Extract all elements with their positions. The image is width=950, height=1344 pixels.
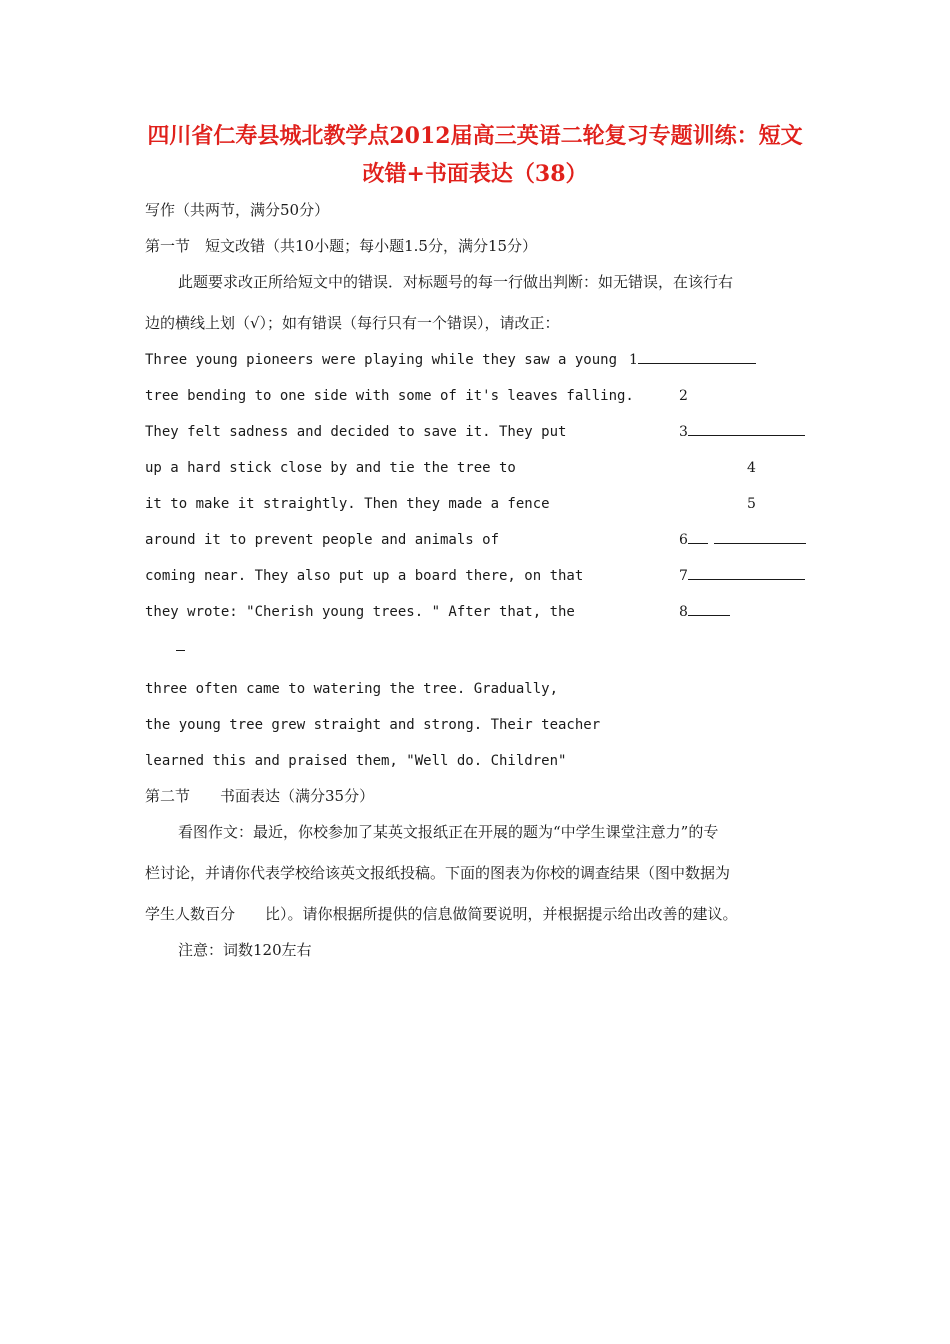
answer-item-2: 2: [679, 388, 688, 404]
passage-line-11: learned this and praised them, "Well do. Children": [145, 753, 567, 769]
writing-header: 写作（共两节，满分50分）: [145, 201, 330, 219]
passage-line-9: three often came to watering the tree. Gradually,: [145, 681, 559, 697]
passage-line-7: coming near. They also put up a board there, on that: [145, 568, 584, 584]
answer-item-3: 3: [679, 421, 805, 443]
answer-blank-6b[interactable]: [714, 529, 806, 544]
answer-item-8: 8: [679, 601, 730, 623]
section2-paragraph-line-2: 栏讨论，并请你代表学校给该英文报纸投稿。下面的图表为你校的调查结果（图中数据为: [145, 864, 731, 882]
answer-blank-8[interactable]: [688, 601, 730, 616]
section1-heading: 第一节 短文改错（共10小题；每小题1.5分，满分15分）: [145, 237, 538, 255]
answer-item-6: 6: [679, 529, 806, 551]
section2-note: 注意：词数120左右: [178, 941, 312, 959]
answer-item-4: 4: [747, 460, 756, 476]
passage-line-5: it to make it straightly. Then they made a fence: [145, 496, 550, 512]
answer-blank-3[interactable]: [688, 421, 805, 436]
passage-line-10: the young tree grew straight and strong. Their teacher: [145, 717, 601, 733]
section1-instruction-line-1: 此题要求改正所给短文中的错误．对标题号的每一行做出判断：如无错误，在该行右: [178, 273, 734, 291]
answer-blank-1[interactable]: [638, 349, 756, 364]
passage-line-2: tree bending to one side with some of it's leaves falling.: [145, 388, 634, 404]
section2-paragraph-line-1: 看图作文：最近，你校参加了某英文报纸正在开展的题为“中学生课堂注意力”的专: [178, 823, 719, 841]
section1-instruction-line-2: 边的横线上划（√）；如有错误（每行只有一个错误），请改正：: [145, 314, 560, 332]
document-title-line-2: 改错+书面表达（38）: [362, 161, 588, 187]
answer-item-5: 5: [747, 496, 756, 512]
passage-line-6: around it to prevent people and animals of: [145, 532, 500, 548]
answer-blank-6a[interactable]: [688, 529, 708, 544]
section2-paragraph-line-3: 学生人数百分 比）。请你根据所提供的信息做简要说明，并根据提示给出改善的建议。: [145, 905, 738, 923]
passage-line-1: Three young pioneers were playing while they saw a young: [145, 352, 618, 368]
answer-item-1: 1: [629, 349, 756, 371]
passage-line-4: up a hard stick close by and tie the tree to: [145, 460, 516, 476]
passage-line-3: They felt sadness and decided to save it. They put: [145, 424, 567, 440]
answer-blank-7[interactable]: [688, 565, 805, 580]
stray-dash: [176, 650, 185, 651]
passage-line-8: they wrote: "Cherish young trees. " After that, the: [145, 604, 575, 620]
answer-item-7: 7: [679, 565, 805, 587]
section2-heading: 第二节 书面表达（满分35分）: [145, 787, 375, 805]
document-title-line-1: 四川省仁寿县城北教学点2012届高三英语二轮复习专题训练：短文: [147, 123, 803, 149]
